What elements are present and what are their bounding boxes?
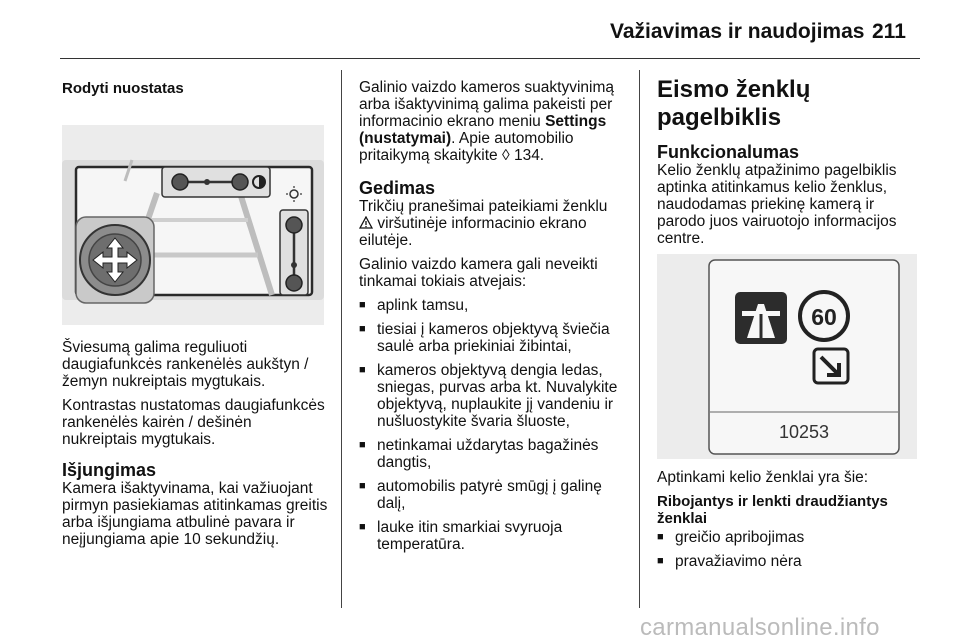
column-3 [657,76,925,577]
section-title-fault: Gedimas [359,178,436,198]
settings-menu-label: Settings (nustatymai) [359,113,607,147]
list-item: ■ lauke itin smarkiai svyruoja temperatūra. [359,519,627,553]
list-item: ■ kameros objektyvą dengia ledas, sniegas, purvas arba kt. Nuvalykite objektyvą, nuplaukite jį vandeniu ir nušluostykite švaria šluoste, [359,362,627,430]
column-2 [359,79,627,560]
section-heading-display-settings: Rodyti nuostatas [62,80,184,97]
section-title-traffic-sign-assistant: Eismo ženklų pagelbiklis [657,76,811,131]
settings-paragraph: Galinio vaizdo kameros suaktyvinimą arba išaktyvinimą galima pakeisti per informacinio ekrano meniu Settings (nustatymai). Apie automobilio pritaikymą skaitykite ◊ 134. [359,79,614,164]
brightness-paragraph: Šviesumą galima reguliuoti daugiafunkcės rankenėlės aukštyn / žemyn nukreiptais mygtukais. [62,339,309,390]
list-item: ■ tiesiai į kameros objektyvą šviečia saulė arba priekiniai žibintai, [359,321,627,355]
list-item: ■ automobilis patyrė smūgį į galinę dalį, [359,478,627,512]
list-item: ■ netinkamai uždarytas bagažinės dangtis, [359,437,627,471]
conditions-intro: Galinio vaizdo kamera gali neveikti tinkamai tokiais atvejais: [359,256,598,290]
header-divider [60,58,920,59]
driver-info-display-illustration [657,254,917,459]
column-1 [62,80,330,555]
conditions-list [359,297,627,553]
contrast-paragraph: Kontrastas nustatomas daugiafunkcės rankenėlės kairėn / dešinėn nukreiptais mygtukais. [62,397,325,448]
subsection-title-functionality: Funkcionalumas [657,142,800,162]
subheading-restrictive-signs: Ribojantys ir lenkti draudžiantys ženklai [657,493,888,527]
camera-display-illustration [62,105,324,325]
section-title-deactivation: Išjungimas [62,460,157,480]
detected-signs-list [657,529,925,570]
deactivation-paragraph: Kamera išaktyvinama, kai važiuojant pirmyn pasiekiamas atitinkamas greitis arba išjungiama atbulinė pavara ir neįjungiama apie 10 sekundžių. [62,480,328,548]
display-odometer: 10253 [778,422,830,442]
list-item: ■ pravažiavimo nėra [657,553,925,570]
page-header-title: Važiavimas ir naudojimas [610,20,865,43]
list-item: ■ greičio apribojimas [657,529,925,546]
column-divider-2 [639,70,640,608]
fault-paragraph: Trikčių pranešimai pateikiami ženklu viršutinėje informacinio ekrano eilutėje. [359,198,608,249]
detected-signs-intro: Aptinkami kelio ženklai yra šie: [657,469,869,486]
column-divider-1 [341,70,342,608]
list-item: ■ aplink tamsu, [359,297,627,314]
page-number: 211 [872,20,906,43]
watermark-text: carmanualsonline.info [640,614,880,641]
speed-limit-value: 60 [811,304,837,330]
functionality-paragraph: Kelio ženklų atpažinimo pagelbiklis aptinka atitinkamus kelio ženklus, naudodamas priekinę kamerą ir parodo juos vairuotojo informacijos centre. [657,162,897,247]
warning-triangle-icon [359,216,373,229]
